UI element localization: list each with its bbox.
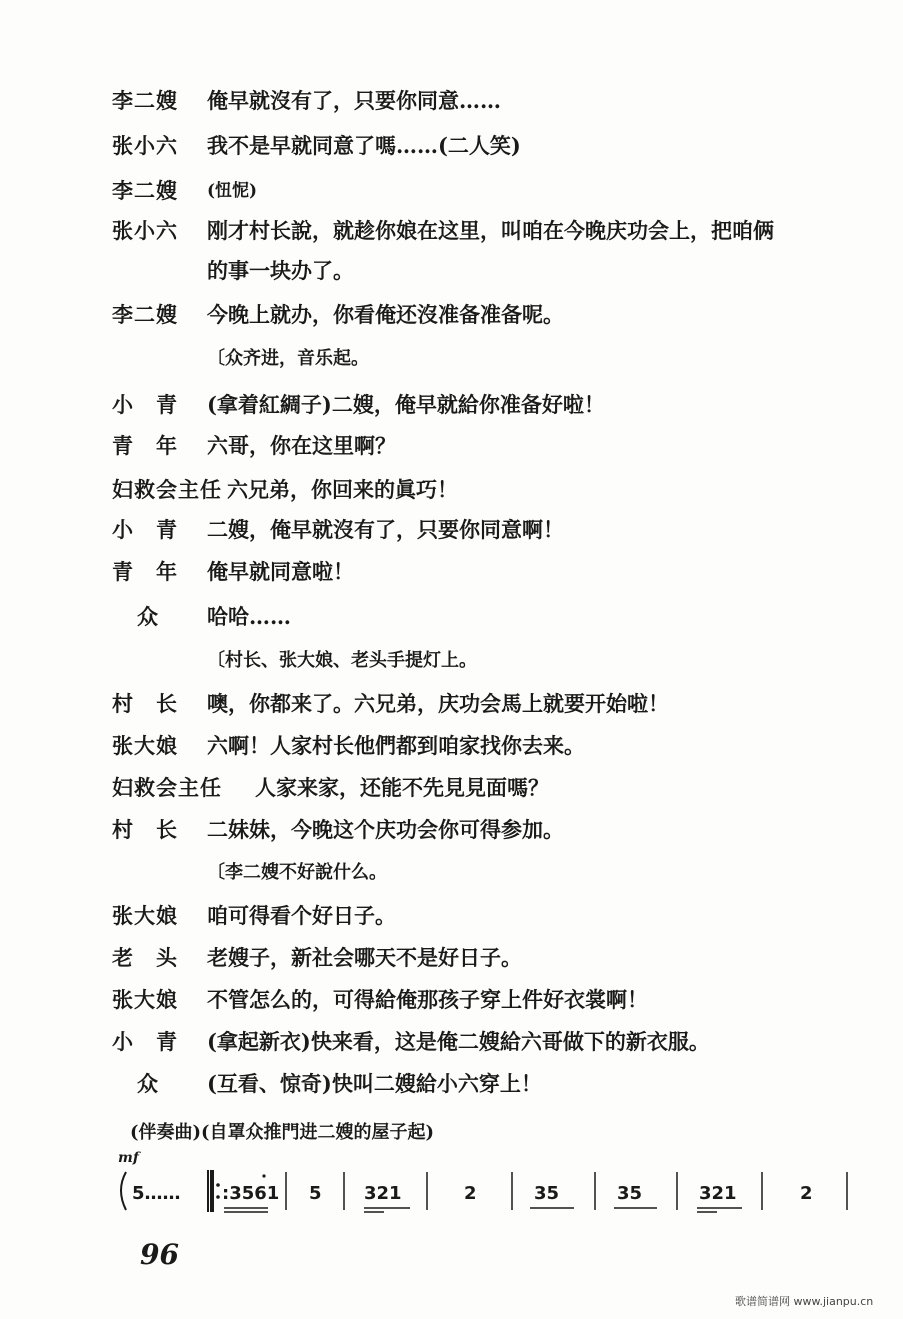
- speech: (拿着紅綢子)二嫂，俺早就給你准备好啦！: [207, 392, 605, 417]
- speech: 六兄弟，你回来的眞巧！: [227, 477, 458, 502]
- speaker: 李二嫂: [112, 88, 178, 113]
- speaker: 张小六: [112, 133, 178, 158]
- speaker: 妇救会主任: [112, 477, 222, 502]
- speech: 不管怎么的，可得給俺那孩子穿上件好衣裳啊！: [207, 987, 648, 1012]
- speech: 俺早就沒有了，只要你同意……: [207, 88, 501, 113]
- dynamic-marking: mf: [118, 1150, 139, 1166]
- score-note: 5: [309, 1183, 322, 1204]
- speech: 六哥，你在这里啊？: [207, 433, 396, 458]
- speaker: 妇救会主任: [112, 775, 222, 800]
- speech: 咱可得看个好日子。: [207, 903, 396, 928]
- speaker: 小 青: [112, 1029, 178, 1054]
- stage-direction: 〔李二嫂不好說什么。: [207, 862, 387, 883]
- score-note: 2: [800, 1183, 813, 1204]
- speaker: 众: [137, 604, 159, 629]
- speech: 二妹妹，今晚这个庆功会你可得参加。: [207, 817, 564, 842]
- speech: (忸怩): [207, 181, 258, 201]
- speaker: 张大娘: [112, 903, 178, 928]
- speech: 六啊！人家村长他們都到咱家找你去来。: [207, 733, 585, 758]
- watermark: 歌谱简谱网 www.jianpu.cn: [735, 1295, 874, 1308]
- speech: 人家来家，还能不先見見面嗎？: [255, 775, 549, 800]
- speaker: 众: [137, 1071, 159, 1096]
- speaker: 青 年: [112, 559, 178, 584]
- dialogue-continuation: 的事一块办了。: [207, 258, 354, 283]
- speech: (互看、惊奇)快叫二嫂給小六穿上！: [207, 1071, 542, 1096]
- speech: 刚才村长說，就趁你娘在这里，叫咱在今晚庆功会上，把咱俩: [207, 218, 774, 243]
- score-note: 5……: [132, 1183, 181, 1204]
- speaker: 张大娘: [112, 987, 178, 1012]
- speaker: 村 长: [112, 817, 178, 842]
- speech: 俺早就同意啦！: [207, 559, 354, 584]
- music-score: [112, 1150, 862, 1230]
- speech: 老嫂子，新社会哪天不是好日子。: [207, 945, 522, 970]
- speaker: 小 青: [112, 392, 178, 417]
- speaker: 村 长: [112, 691, 178, 716]
- stage-direction: 〔村长、张大娘、老头手提灯上。: [207, 650, 477, 671]
- speech: 哈哈……: [207, 604, 291, 629]
- speaker: 李二嫂: [112, 302, 178, 327]
- score-note: 321: [699, 1183, 737, 1204]
- speaker: 张小六: [112, 218, 178, 243]
- speaker: 李二嫂: [112, 178, 178, 203]
- stage-direction: 〔众齐进，音乐起。: [207, 348, 369, 369]
- speech: 噢，你都来了。六兄弟，庆功会馬上就要开始啦！: [207, 691, 669, 716]
- speaker: 张大娘: [112, 733, 178, 758]
- speech: (拿起新衣)快来看，这是俺二嫂給六哥做下的新衣服。: [207, 1029, 710, 1054]
- speaker: 老 头: [112, 945, 178, 970]
- speaker: 小 青: [112, 517, 178, 542]
- score-note: 321: [364, 1183, 402, 1204]
- music-header: (伴奏曲)(自罩众推門进二嫂的屋子起): [130, 1122, 435, 1143]
- score-note: 35: [534, 1183, 560, 1204]
- page-number: 96: [140, 1238, 179, 1271]
- speech: 今晚上就办，你看俺还沒准备准备呢。: [207, 302, 564, 327]
- speaker: 青 年: [112, 433, 178, 458]
- speech: 我不是早就同意了嗎……(二人笑): [207, 133, 521, 158]
- score-note: 35: [617, 1183, 643, 1204]
- score-note: :3561: [222, 1183, 280, 1204]
- speech: 二嫂，俺早就沒有了，只要你同意啊！: [207, 517, 564, 542]
- score-note: 2: [464, 1183, 477, 1204]
